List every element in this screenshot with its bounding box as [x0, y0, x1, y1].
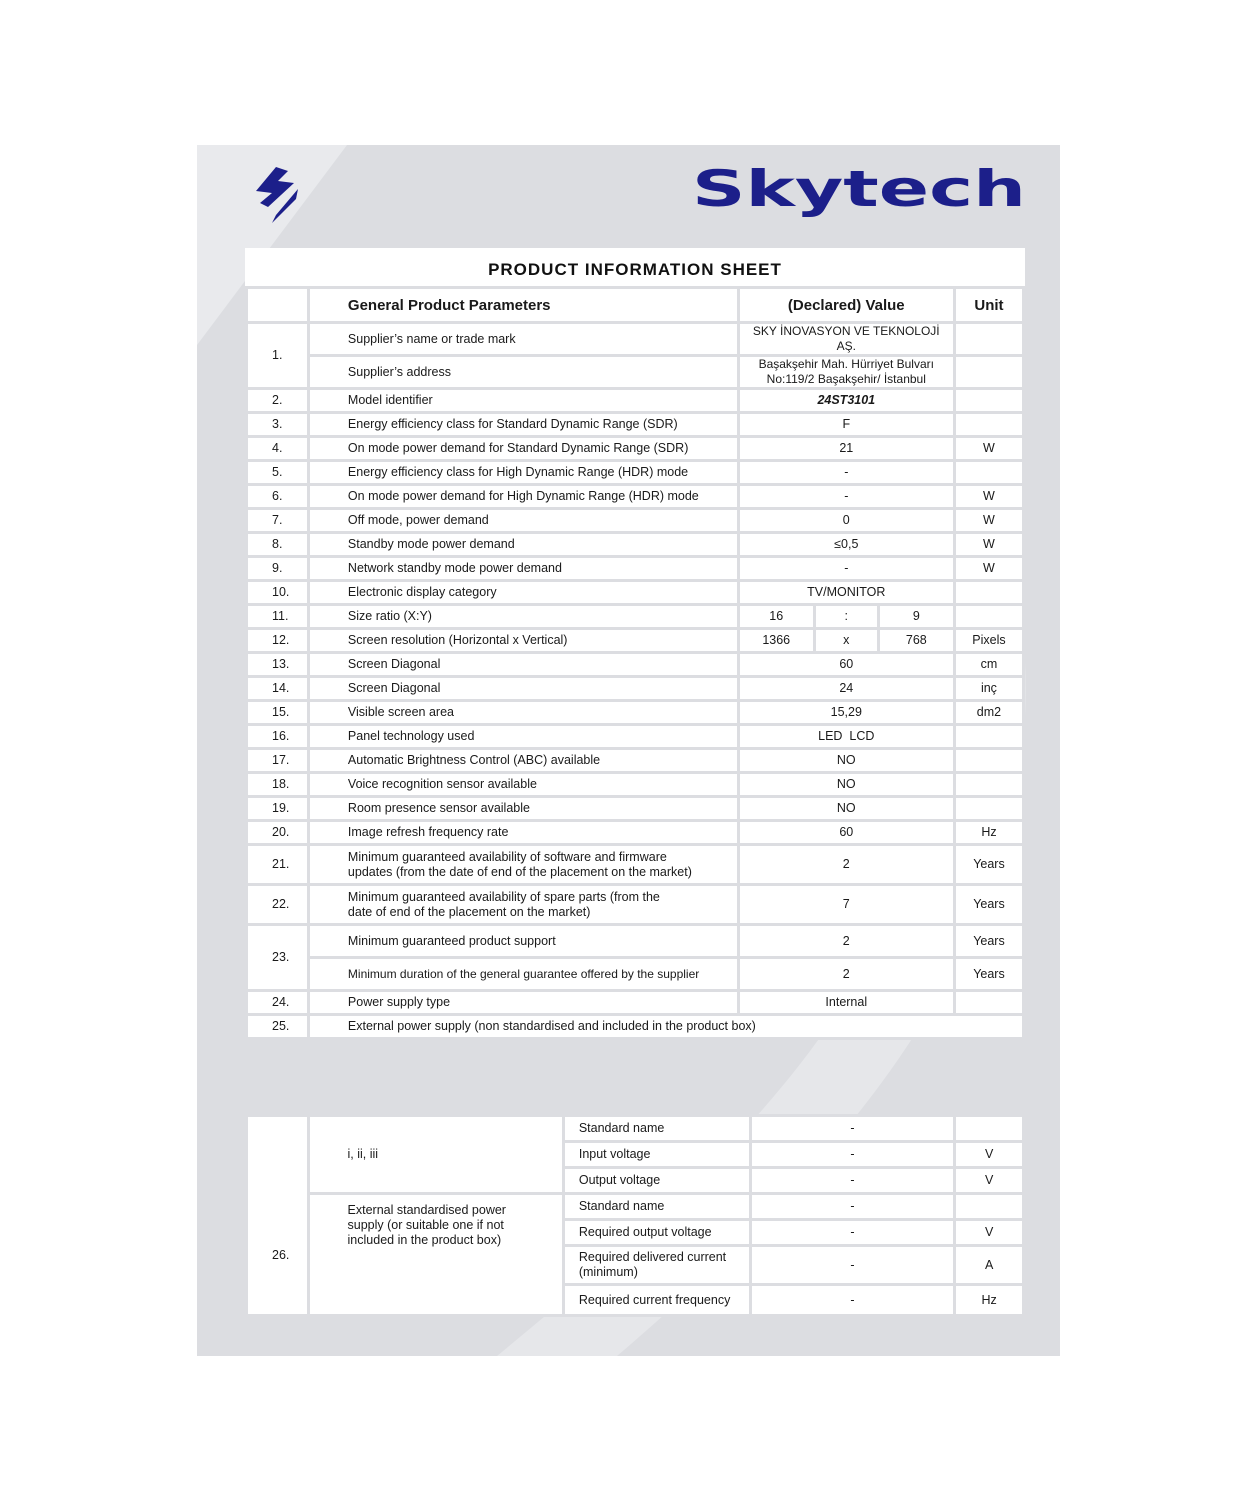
header-value: (Declared) Value — [740, 289, 953, 321]
psu-item-name: Required delivered current (minimum) — [565, 1247, 749, 1283]
row-unit — [956, 606, 1022, 627]
row-value-separator: x — [816, 630, 877, 651]
row-unit — [956, 462, 1022, 483]
table-row — [248, 886, 1022, 923]
table-row — [248, 750, 1022, 771]
row-number: 12. — [248, 630, 307, 651]
row-parameter: Automatic Brightness Control (ABC) available — [310, 750, 737, 771]
row-value: LED LCD — [740, 726, 953, 747]
row-parameter: Panel technology used — [310, 726, 737, 747]
row-unit: W — [956, 438, 1022, 459]
row-value-y: 9 — [880, 606, 953, 627]
row-number: 6. — [248, 486, 307, 507]
row-value: F — [740, 414, 953, 435]
table-row — [248, 414, 1022, 435]
psu-item-name: Required current frequency — [565, 1286, 749, 1314]
psu-item-name: Standard name — [565, 1195, 749, 1218]
table-row — [248, 1195, 1022, 1218]
table-row — [248, 357, 1022, 387]
table-row — [248, 678, 1022, 699]
psu-item-value: - — [752, 1247, 954, 1283]
svg-text:Skytech: Skytech — [692, 162, 1026, 218]
table-row — [248, 959, 1022, 989]
row-number: 3. — [248, 414, 307, 435]
psu-item-unit: Hz — [956, 1286, 1022, 1314]
row-unit — [956, 774, 1022, 795]
table-row — [248, 534, 1022, 555]
row-unit: dm2 — [956, 702, 1022, 723]
row-parameter: Screen Diagonal — [310, 654, 737, 675]
row-parameter: Energy efficiency class for Standard Dynamic Range (SDR) — [310, 414, 737, 435]
row-value: - — [740, 558, 953, 579]
table-row — [248, 606, 1022, 627]
table-row — [248, 798, 1022, 819]
sheet-title: PRODUCT INFORMATION SHEET — [488, 260, 782, 279]
row-value: 15,29 — [740, 702, 953, 723]
psu-item-name: Output voltage — [565, 1169, 749, 1192]
row-unit: Years — [956, 886, 1022, 923]
psu-group-label: i, ii, iii — [310, 1117, 562, 1192]
row-parameter: Screen Diagonal — [310, 678, 737, 699]
table-row — [248, 726, 1022, 747]
table-row — [248, 822, 1022, 843]
row-parameter: Energy efficiency class for High Dynamic Range (HDR) mode — [310, 462, 737, 483]
psu-item-name: Required output voltage — [565, 1221, 749, 1244]
row-parameter: Size ratio (X:Y) — [310, 606, 737, 627]
row-parameter: Standby mode power demand — [310, 534, 737, 555]
row-value: 0 — [740, 510, 953, 531]
row-parameter: Supplier’s name or trade mark — [310, 324, 737, 354]
table-row — [248, 926, 1022, 956]
row-parameter: On mode power demand for Standard Dynamic Range (SDR) — [310, 438, 737, 459]
row-value-x: 1366 — [740, 630, 813, 651]
param-line-1: Minimum guaranteed availability of spare parts (from the — [347, 889, 660, 904]
row-value: NO — [740, 774, 953, 795]
psu-item-unit: V — [956, 1221, 1022, 1244]
param-line-2: updates (from the date of end of the placement on the market) — [347, 864, 692, 879]
psu-item-unit: V — [956, 1143, 1022, 1166]
table-row — [248, 774, 1022, 795]
psu-item-value: - — [752, 1286, 954, 1314]
row-number: 4. — [248, 438, 307, 459]
row-unit: Pixels — [956, 630, 1022, 651]
table-row — [248, 846, 1022, 883]
row-value: 21 — [740, 438, 953, 459]
row-unit: W — [956, 510, 1022, 531]
row-parameter: Image refresh frequency rate — [310, 822, 737, 843]
row-value: 24ST3101 — [740, 390, 953, 411]
row-number: 1. — [248, 324, 307, 387]
row-number: 14. — [248, 678, 307, 699]
table-row — [248, 1117, 1022, 1140]
row-number: 13. — [248, 654, 307, 675]
row-number: 8. — [248, 534, 307, 555]
row-parameter: Voice recognition sensor available — [310, 774, 737, 795]
row-parameter: Power supply type — [310, 992, 737, 1013]
row-unit — [956, 798, 1022, 819]
row-unit: Years — [956, 926, 1022, 956]
s-bolt-icon — [246, 163, 308, 227]
table-row — [248, 654, 1022, 675]
power-supply-table — [245, 1114, 1025, 1317]
row-value: 2 — [740, 959, 953, 989]
psu-item-value: - — [752, 1221, 954, 1244]
table-row — [248, 510, 1022, 531]
row-unit: Hz — [956, 822, 1022, 843]
row-number: 15. — [248, 702, 307, 723]
row-number: 20. — [248, 822, 307, 843]
row-unit — [956, 357, 1022, 387]
row-value: 60 — [740, 822, 953, 843]
table-row — [248, 558, 1022, 579]
row-number: 25. — [248, 1016, 307, 1037]
row-parameter: Room presence sensor available — [310, 798, 737, 819]
row-value: NO — [740, 750, 953, 771]
row-number: 9. — [248, 558, 307, 579]
row-value: Internal — [740, 992, 953, 1013]
row-value: NO — [740, 798, 953, 819]
row-parameter: Visible screen area — [310, 702, 737, 723]
brand-logo — [692, 162, 1028, 224]
row-number: 2. — [248, 390, 307, 411]
row-value-separator: : — [816, 606, 877, 627]
row-number: 17. — [248, 750, 307, 771]
row-value: 7 — [740, 886, 953, 923]
address-line-1: Başakşehir Mah. Hürriyet Bulvarı — [758, 357, 934, 371]
row-number: 23. — [248, 926, 307, 989]
row-number: 11. — [248, 606, 307, 627]
row-value: 60 — [740, 654, 953, 675]
row-unit — [956, 414, 1022, 435]
row-parameter: Off mode, power demand — [310, 510, 737, 531]
row-unit: Years — [956, 959, 1022, 989]
row-unit — [956, 992, 1022, 1013]
table-row — [248, 630, 1022, 651]
psu-item-unit: V — [956, 1169, 1022, 1192]
psu-item-unit — [956, 1117, 1022, 1140]
row-number: 21. — [248, 846, 307, 883]
row-number: 16. — [248, 726, 307, 747]
row-value-y: 768 — [880, 630, 953, 651]
table-row — [248, 438, 1022, 459]
row-number: 7. — [248, 510, 307, 531]
psu-item-name: Input voltage — [565, 1143, 749, 1166]
row-number: 24. — [248, 992, 307, 1013]
psu-item-value: - — [752, 1117, 954, 1140]
row-unit — [956, 726, 1022, 747]
row-number: 22. — [248, 886, 307, 923]
table-row — [248, 992, 1022, 1013]
row-value: 2 — [740, 846, 953, 883]
table-row — [248, 486, 1022, 507]
row-parameter: Electronic display category — [310, 582, 737, 603]
row-unit: cm — [956, 654, 1022, 675]
psu-item-unit — [956, 1195, 1022, 1218]
table-header — [248, 289, 1022, 321]
row-value: 2 — [740, 926, 953, 956]
row-number: 10. — [248, 582, 307, 603]
row-value: 24 — [740, 678, 953, 699]
row-unit: W — [956, 558, 1022, 579]
row-parameter — [310, 886, 737, 923]
row-number: 18. — [248, 774, 307, 795]
table-row — [248, 390, 1022, 411]
row-unit: W — [956, 486, 1022, 507]
row-value — [740, 357, 953, 387]
row-value-x: 16 — [740, 606, 813, 627]
row-unit — [956, 390, 1022, 411]
table-row — [248, 1016, 1022, 1037]
header-parameters: General Product Parameters — [310, 289, 737, 321]
psu-item-name: Standard name — [565, 1117, 749, 1140]
row-value: - — [740, 486, 953, 507]
table-row — [248, 582, 1022, 603]
row-value: TV/MONITOR — [740, 582, 953, 603]
psu-group-label: External standardised power supply (or suitable one if not included in the product box) — [310, 1195, 562, 1314]
row-value: SKY İNOVASYON VE TEKNOLOJİ AŞ. — [740, 324, 953, 354]
psu-item-value: - — [752, 1143, 954, 1166]
table-row — [248, 324, 1022, 354]
header-number — [248, 289, 307, 321]
sheet-title-band — [245, 248, 1025, 288]
psu-item-value: - — [752, 1169, 954, 1192]
param-line-2: date of end of the placement on the market) — [347, 904, 591, 919]
row-parameter: External power supply (non standardised and included in the product box) — [310, 1016, 1022, 1037]
row-parameter: Minimum duration of the general guarantee offered by the supplier — [310, 959, 737, 989]
row-unit — [956, 750, 1022, 771]
table-row — [248, 462, 1022, 483]
row-parameter: Minimum guaranteed product support — [310, 926, 737, 956]
psu-item-value: - — [752, 1195, 954, 1218]
row-value: - — [740, 462, 953, 483]
table-row — [248, 702, 1022, 723]
row-number: 19. — [248, 798, 307, 819]
row-number: 26. — [248, 1117, 307, 1314]
row-value: ≤0,5 — [740, 534, 953, 555]
row-parameter: Supplier’s address — [310, 357, 737, 387]
row-unit — [956, 324, 1022, 354]
row-parameter: On mode power demand for High Dynamic Range (HDR) mode — [310, 486, 737, 507]
row-number: 5. — [248, 462, 307, 483]
param-line-1: Minimum guaranteed availability of software and firmware — [347, 849, 667, 864]
psu-item-unit: A — [956, 1247, 1022, 1283]
row-unit — [956, 582, 1022, 603]
row-parameter: Model identifier — [310, 390, 737, 411]
row-unit: Years — [956, 846, 1022, 883]
parameters-table — [245, 286, 1025, 1040]
row-unit: inç — [956, 678, 1022, 699]
row-parameter: Network standby mode power demand — [310, 558, 737, 579]
header-unit: Unit — [956, 289, 1022, 321]
row-parameter: Screen resolution (Horizontal x Vertical) — [310, 630, 737, 651]
row-parameter — [310, 846, 737, 883]
row-unit: W — [956, 534, 1022, 555]
address-line-2: No:119/2 Başakşehir/ İstanbul — [766, 372, 926, 386]
